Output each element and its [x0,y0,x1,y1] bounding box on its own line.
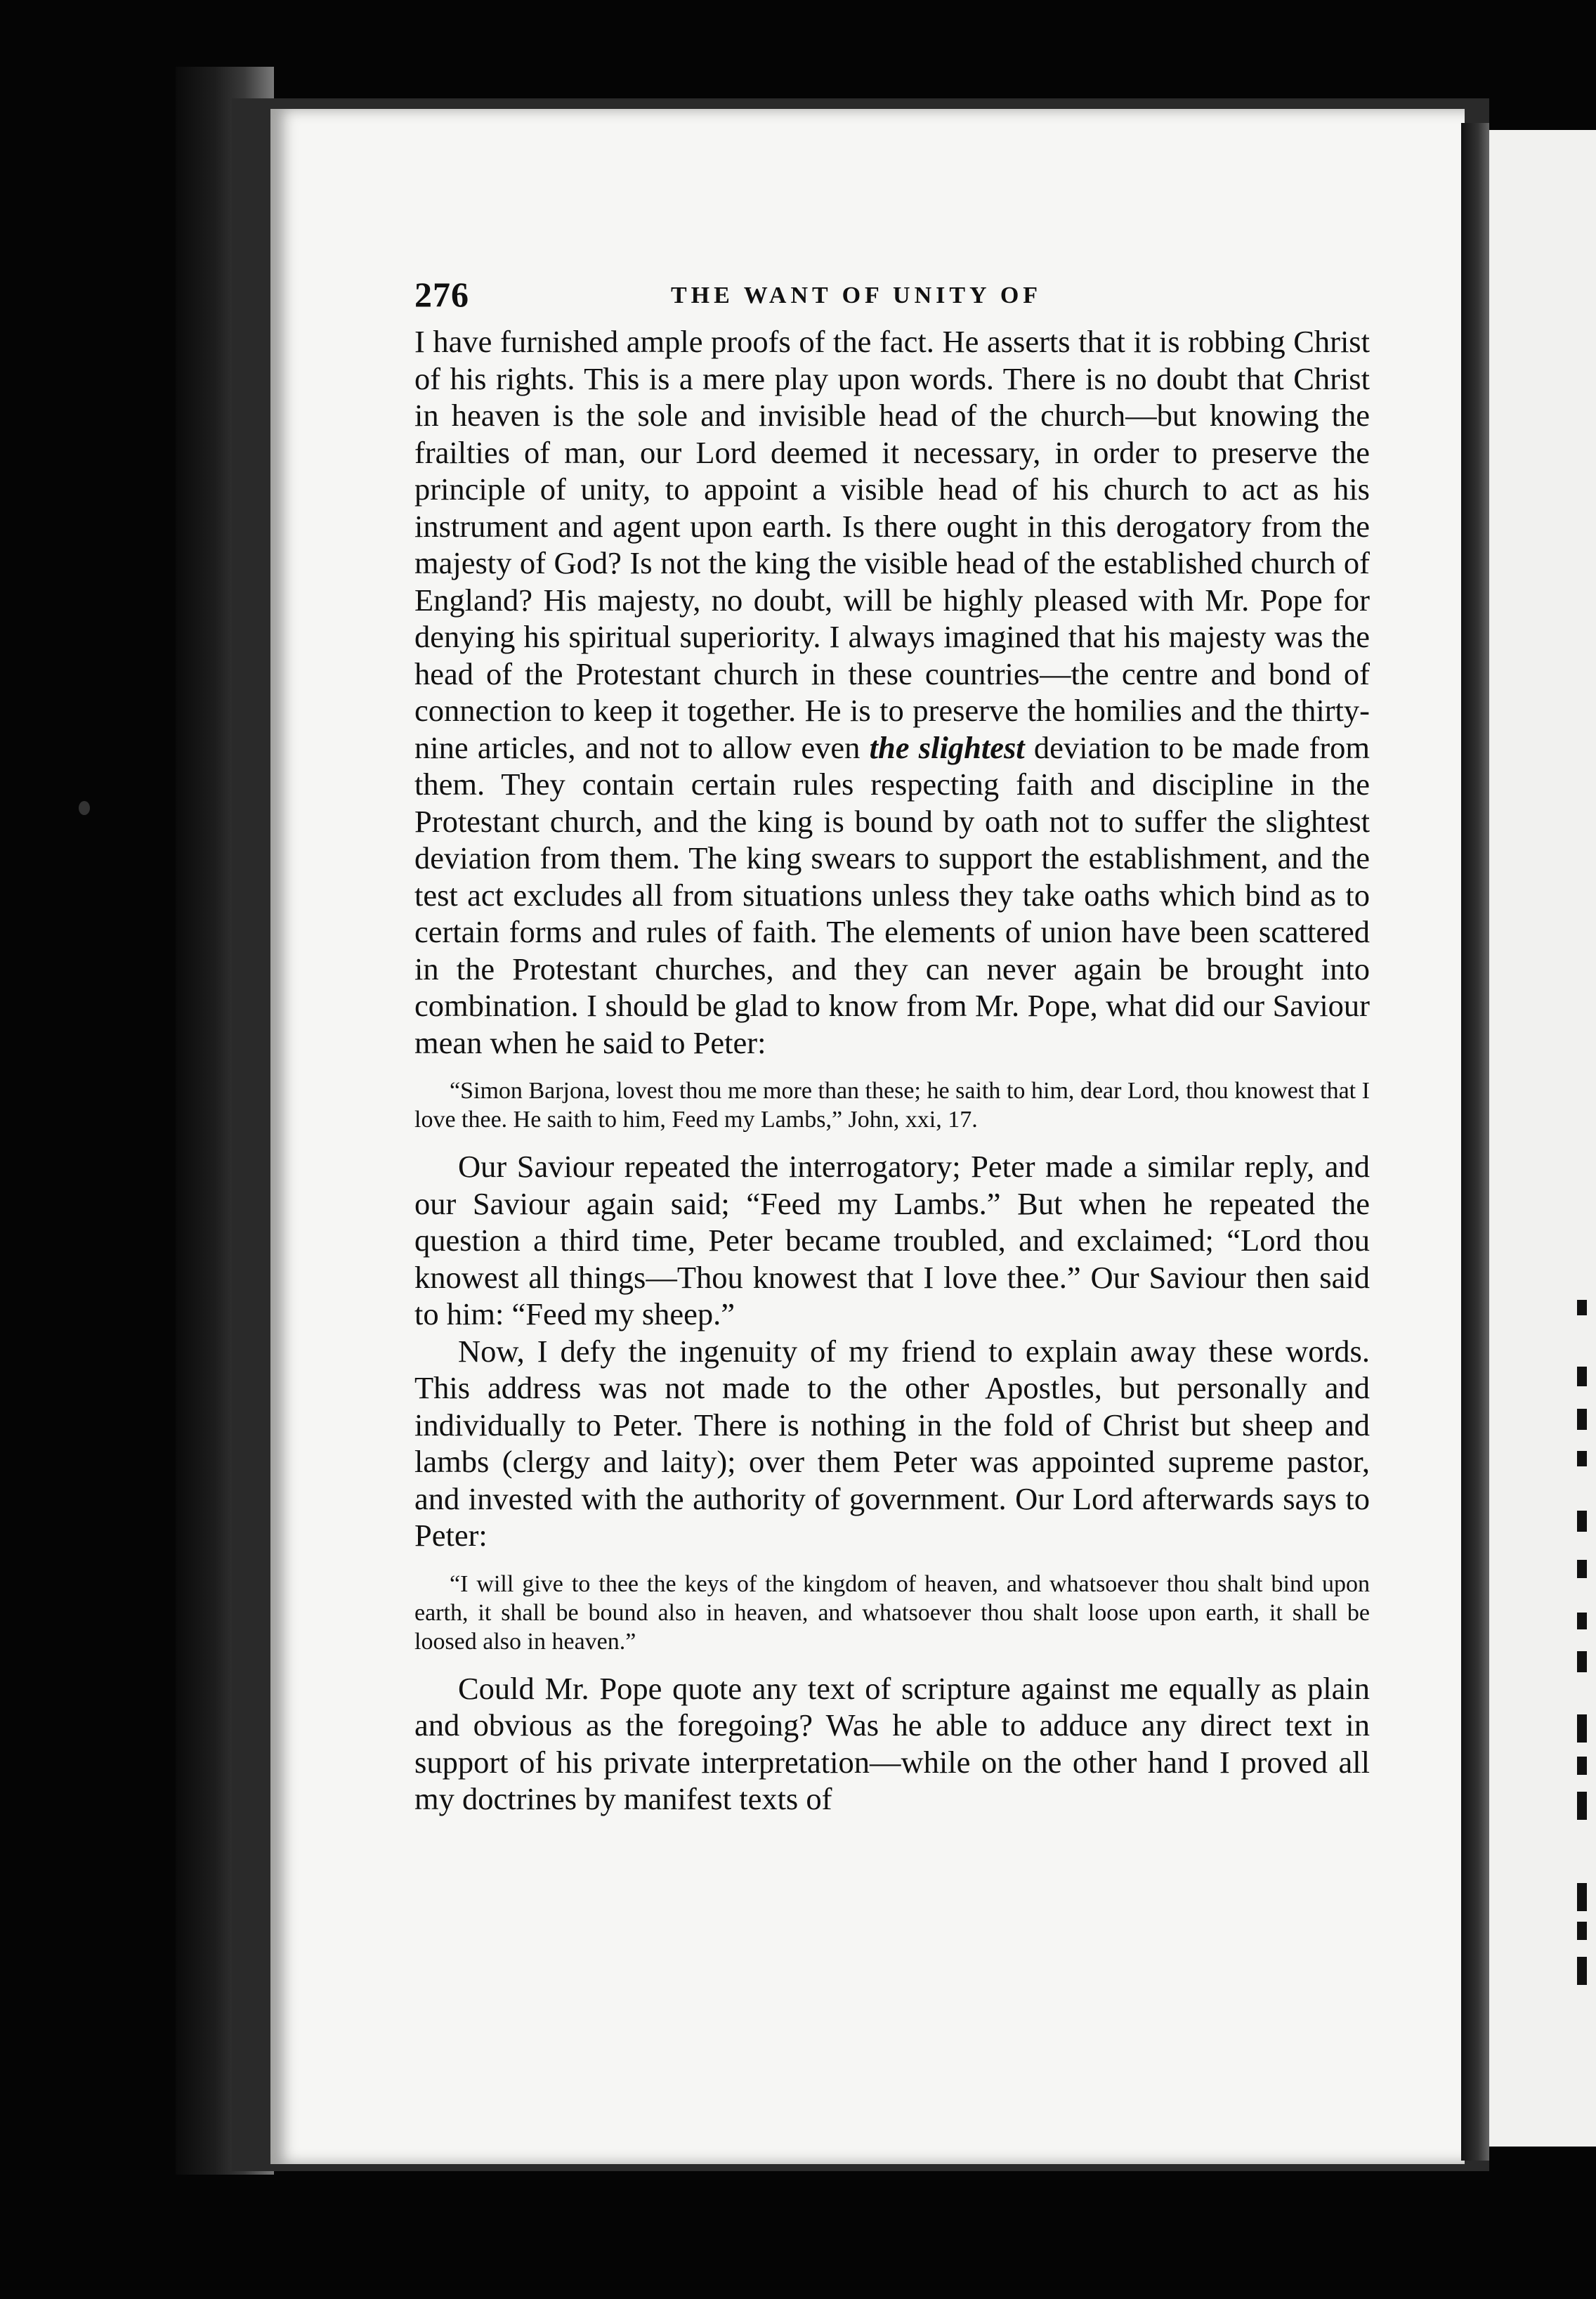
paragraph-4: Could Mr. Pope quote any text of scripture against me equally as plain and obvious as the foregoing? Was he able to adduce any direct text in support of his private interpretation—while on the other hand I proved all my doctrines by manifest texts of [414,1670,1370,1816]
ink-speck [79,801,90,815]
scripture-quote-1: “Simon Barjona, lovest thou me more than these; he saith to him, dear Lord, thou knowest that I love thee. He saith to him, Feed my Lambs,” John, xxi, 17. [414,1078,1370,1133]
paragraph-1-continuation: deviation to be made from them. They contain certain rules respecting faith and discipline in the Protestant church, and the king is bound by oath not to suffer the slightest deviation from them. The king swears to support the establishment, and the test act excludes all from situations unless they take oaths which bind as to certain forms and rules of faith. The elements of union have been scattered in the Protestant churches, and they can never again be brought into combination. I should be glad to know from Mr. Pope, what did our Saviour mean when he said to Peter: [414,729,1371,1060]
paragraph-3: Now, I defy the ingenuity of my friend to explain away these words. This address was not made to the other Apostles, but personally and individually to Peter. There is nothing in the fold of Christ but sheep and lambs (clergy and laity); over them Peter was appointed supreme pastor, and invested with the authority of government. Our Lord afterwards says to Peter: [414,1333,1370,1553]
paragraph-2: Our Saviour repeated the interrogatory; Peter made a similar reply, and our Saviour again said; “Feed my Lambs.” But when he repeated the question a third time, Peter became troubled, and exclaimed; “Lord thou knowest all things—Thou knowest that I love thee.” Our Saviour then said to him: “Feed my sheep.” [414,1149,1370,1331]
scripture-quote-2: “I will give to thee the keys of the kingdom of heaven, and whatsoever thou shalt bind upon earth, it shall be bound also in heaven, and whatsoever thou shalt loose upon earth, it shall be loosed also in heaven.” [414,1570,1370,1655]
running-title: THE WANT OF UNITY OF [671,282,1042,308]
page-number: 276 [414,275,469,314]
running-head [414,274,1370,323]
paragraph-1-text: I have furnished ample proofs of the fact. He asserts that it is robbing Christ of his rights. This is a mere play upon words. There is no doubt that Christ in heaven is the sole and invisible head of the church—but knowing the frailties of man, our Lord deemed it necessary, in order to preserve the principle of unity, to appoint a visible head of his church to act as his instrument and agent upon earth. Is there ought in this derogatory from the majesty of God? Is not the king the visible head of the established church of England? His majesty, no doubt, will be highly pleased with Mr. Pope for denying his spiritual superiority. I always imagined that his majesty was the head of the Protestant church in these countries—the centre and bond of connection to keep it together. He is to preserve the homilies and the thirty-nine articles, and not to allow even [414,324,1370,765]
italic-emphasis: the slightest [869,729,1025,765]
paragraph-1 [414,323,1370,1061]
page-text [414,274,1370,1818]
facing-page-letter-fragments [1577,1300,1596,2038]
book-gutter [1461,123,1489,2161]
